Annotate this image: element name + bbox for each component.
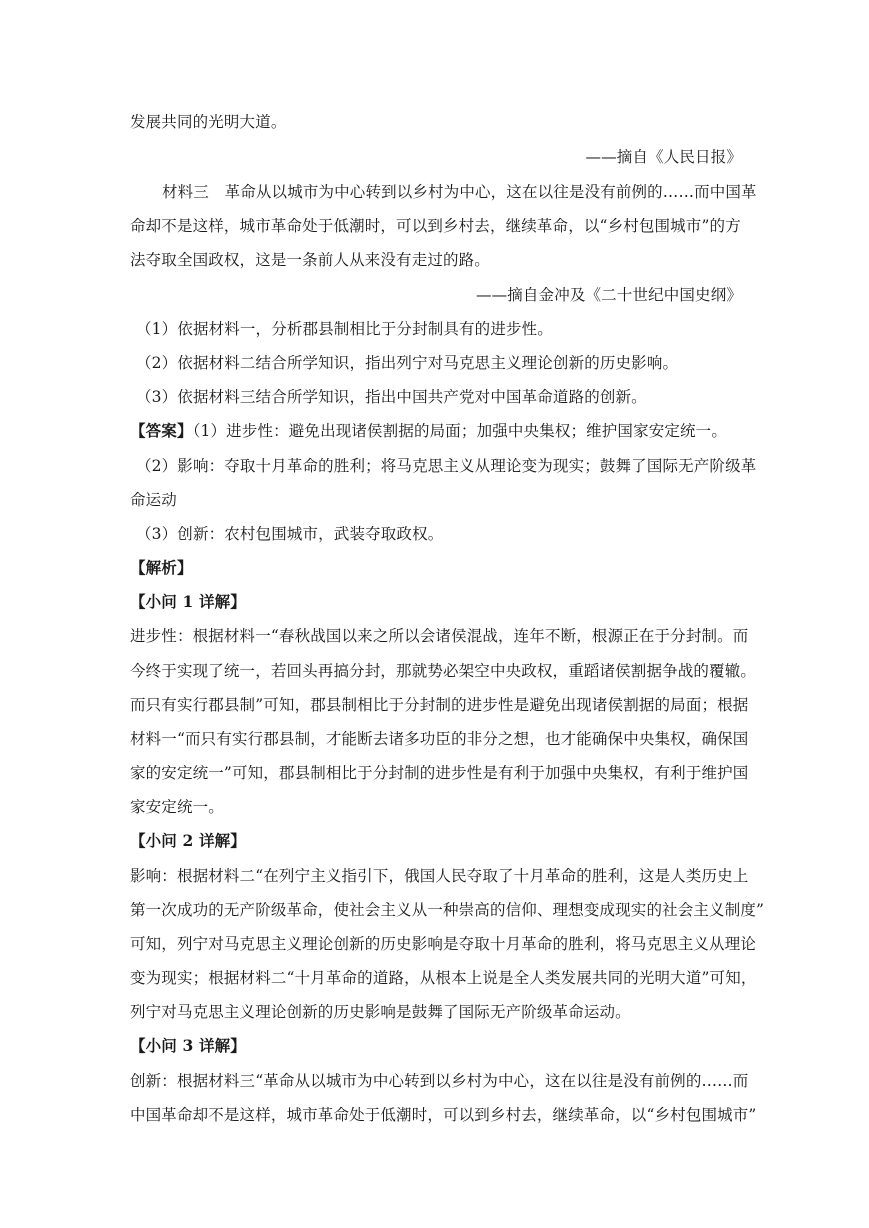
answer-2-line-1: （2）影响：夺取十月革命的胜利；将马克思主义从理论变为现实；鼓舞了国际无产阶级革 — [136, 457, 757, 475]
analysis-label: 【解析】 — [130, 558, 193, 577]
q2-line-1: 影响：根据材料二“在列宁主义指引下，俄国人民夺取了十月革命的胜利，这是人类历史上 — [130, 867, 749, 885]
q1-line-5: 家的安定统一”可知，郡县制相比于分封制的进步性是有利于加强中央集权，有利于维护国 — [130, 764, 749, 782]
answer-1: （1）进步性：避免出现诸侯割据的局面；加强中央集权；维护国家安定统一。 — [192, 422, 727, 440]
q2-line-4: 变为现实；根据材料二“十月革命的道路，从根本上说是全人类发展共同的光明大道”可知， — [130, 969, 757, 987]
q2-line-2: 第一次成功的无产阶级革命，使社会主义从一种崇高的信仰、理想变成现实的社会主义制度” — [130, 901, 765, 919]
q1-line-4: 材料一“而只有实行郡县制，才能断去诸多功臣的非分之想，也才能确保中央集权，确保国 — [130, 730, 749, 748]
answer-2-line-2: 命运动 — [130, 491, 177, 509]
question-2: （2）依据材料二结合所学知识，指出列宁对马克思主义理论创新的历史影响。 — [136, 354, 679, 372]
q3-line-2: 中国革命却不是这样，城市革命处于低潮时，可以到乡村去，继续革命，以“乡村包围城市” — [130, 1106, 757, 1124]
q1-line-3: 而只有实行郡县制”可知，郡县制相比于分封制的进步性是避免出现诸侯割据的局面；根据 — [130, 696, 749, 714]
q1-line-1: 进步性：根据材料一“春秋战国以来之所以会诸侯混战，连年不断，根源正在于分封制。而 — [130, 627, 749, 645]
material3-line-2: 命却不是这样，城市革命处于低潮时，可以到乡村去，继续革命，以“乡村包围城市”的方 — [130, 217, 741, 235]
material3-line-3: 法夺取全国政权，这是一条前人从来没有走过的路。 — [130, 251, 490, 269]
q2-line-5: 列宁对马克思主义理论创新的历史影响是鼓舞了国际无产阶级革命运动。 — [130, 1003, 631, 1021]
source-material3: ——摘自金冲及《二十世纪中国史纲》 — [475, 286, 742, 304]
question-1: （1）依据材料一，分析郡县制相比于分封制具有的进步性。 — [136, 320, 553, 338]
q3-line-1: 创新：根据材料三“革命从以城市为中心转到以乡村为中心，这在以往是没有前例的……而 — [130, 1072, 749, 1090]
q2-line-3: 可知，列宁对马克思主义理论创新的历史影响是夺取十月革命的胜利，将马克思主义从理论 — [130, 935, 757, 953]
question-3: （3）依据材料三结合所学知识，指出中国共产党对中国革命道路的创新。 — [136, 388, 647, 406]
q3-detail-label: 【小问 3 详解】 — [130, 1036, 246, 1055]
answer-line-1 — [130, 421, 740, 441]
answer-label: 【答案】 — [130, 421, 193, 440]
answer-3: （3）创新：农村包围城市，武装夺取政权。 — [136, 525, 444, 543]
material3-line-1: 材料三 革命从以城市为中心转到以乡村为中心，这在以往是没有前例的……而中国革 — [162, 183, 757, 201]
q1-line-2: 今终于实现了统一，若回头再搞分封，那就势必架空中央政权，重蹈诸侯割据争战的覆辙。 — [130, 662, 757, 680]
material2-tail: 发展共同的光明大道。 — [130, 113, 287, 131]
source-material2: ——摘自《人民日报》 — [585, 148, 742, 166]
q1-detail-label: 【小问 1 详解】 — [130, 592, 246, 611]
q1-line-6: 家安定统一。 — [130, 798, 224, 816]
q2-detail-label: 【小问 2 详解】 — [130, 831, 246, 850]
